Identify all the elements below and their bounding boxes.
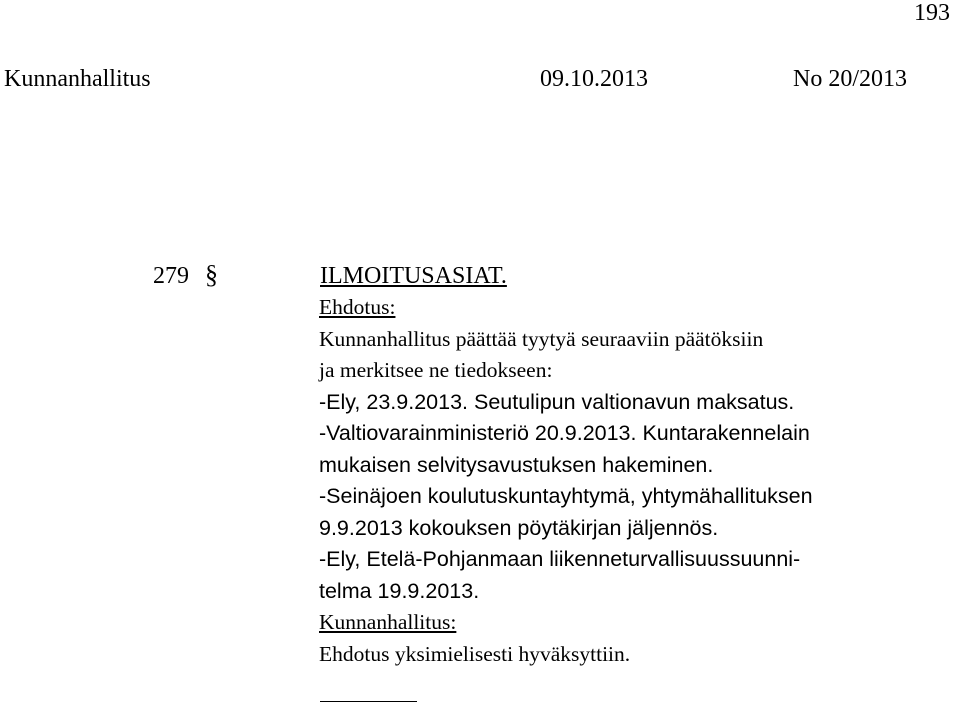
decision-label: Kunnanhallitus: <box>319 610 457 634</box>
notice-item: -Ely, Etelä-Pohjanmaan liikenneturvallisuussuunni- <box>319 547 801 571</box>
page-number: 193 <box>914 0 950 26</box>
notice-item: -Ely, 23.9.2013. Seutulipun valtionavun maksatus. <box>319 389 795 414</box>
notice-item-continued: 9.9.2013 kokouksen pöytäkirjan jäljennös. <box>319 515 719 540</box>
notice-item-continued: telma 19.9.2013. <box>319 578 480 603</box>
proposal-text-line: ja merkitsee ne tiedokseen: <box>319 358 553 382</box>
proposal-text-line: Kunnanhallitus päättää tyytyä seuraaviin päätöksiin <box>319 326 764 351</box>
proposal-label: Ehdotus: <box>319 295 396 319</box>
section-end-rule <box>320 701 417 702</box>
header-organization: Kunnanhallitus <box>4 66 151 92</box>
header-date: 09.10.2013 <box>540 66 648 92</box>
minutes-body <box>319 292 813 670</box>
section-title: ILMOITUSASIAT. <box>320 263 507 289</box>
section-mark: § <box>205 260 218 289</box>
notice-item: -Seinäjoen koulutuskuntayhtymä, yhtymähallituksen <box>319 484 813 508</box>
decision-text: Ehdotus yksimielisesti hyväksyttiin. <box>319 641 631 666</box>
notice-item: -Valtiovarainministeriö 20.9.2013. Kuntarakennelain <box>319 421 810 445</box>
header-minutes-number: No 20/2013 <box>793 66 907 92</box>
section-number: 279 <box>153 263 189 289</box>
notice-item-continued: mukaisen selvitysavustuksen hakeminen. <box>319 452 714 477</box>
